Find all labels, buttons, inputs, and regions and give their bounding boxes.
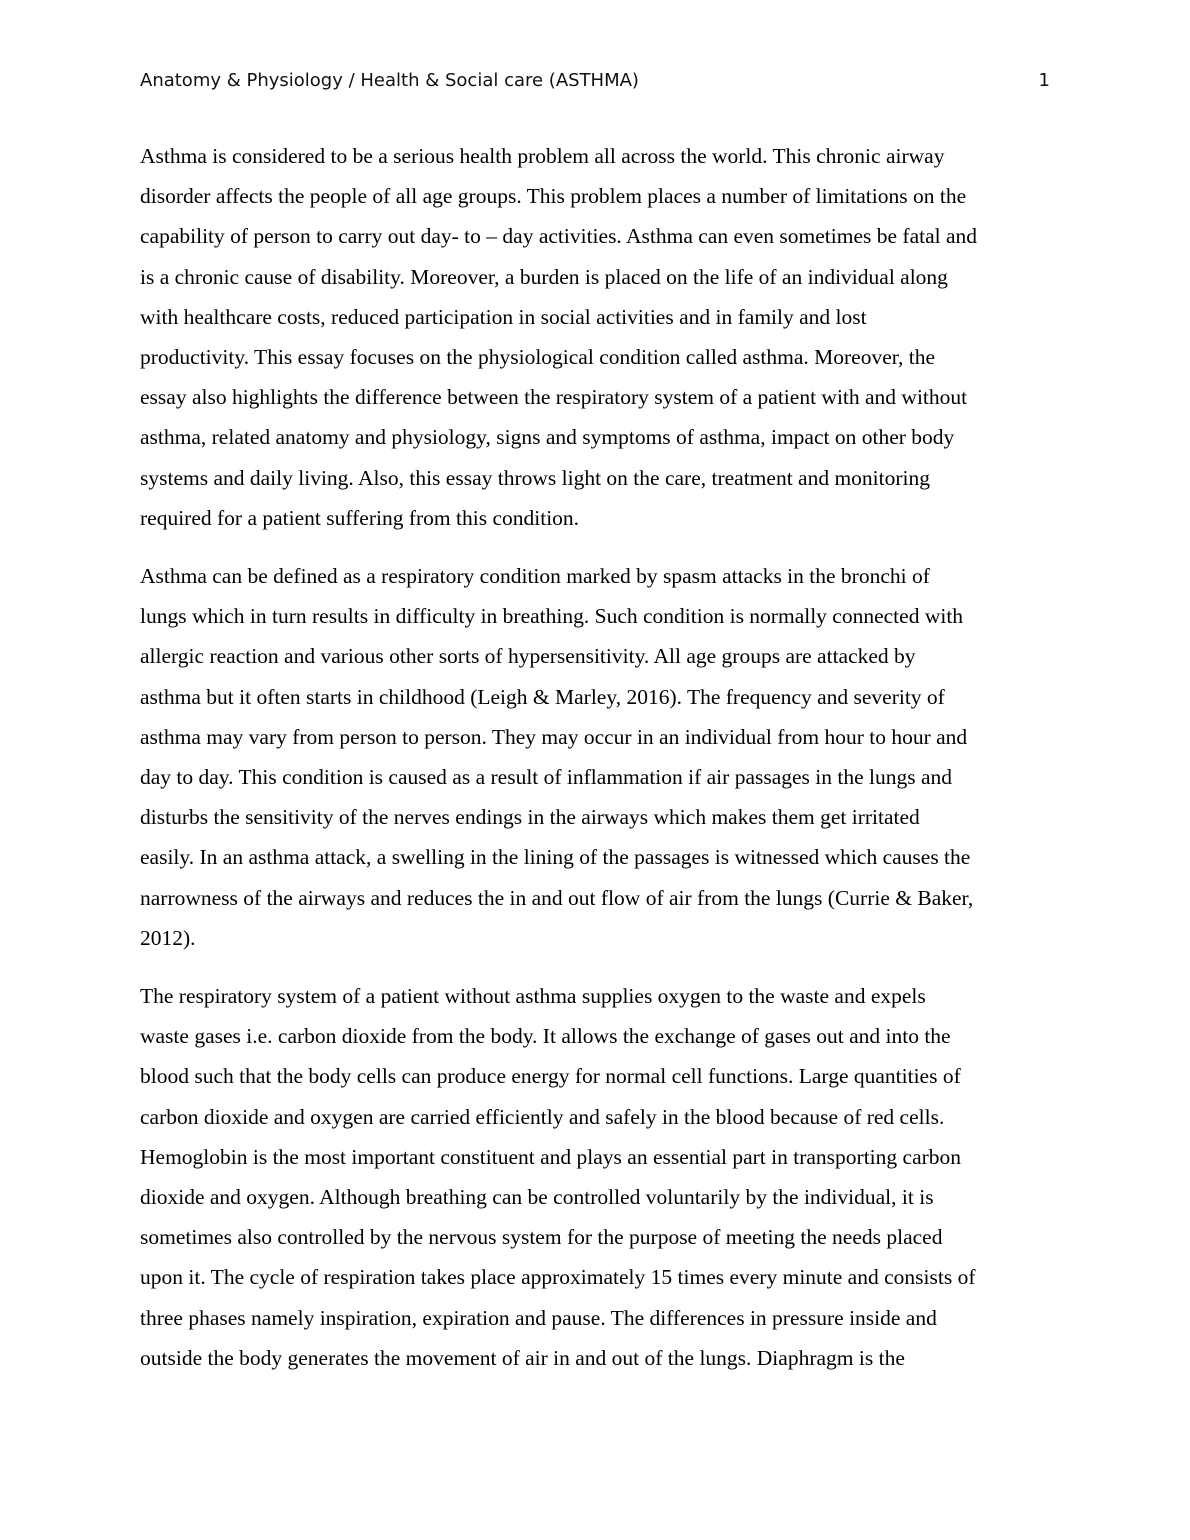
text-line: asthma but it often starts in childhood (Leigh & Marley, 2016). The frequency and severity of bbox=[140, 684, 945, 709]
text-line: blood such that the body cells can produce energy for normal cell functions. Large quantities of bbox=[140, 1064, 961, 1089]
running-head-title: Anatomy & Physiology / Health & Social care (ASTHMA) bbox=[140, 70, 639, 91]
paragraph-3 bbox=[140, 976, 1052, 1378]
text-line: easily. In an asthma attack, a swelling in the lining of the passages is witnessed which causes the bbox=[140, 845, 971, 870]
text-line: carbon dioxide and oxygen are carried efficiently and safely in the blood because of red cells. bbox=[140, 1104, 945, 1129]
text-line: allergic reaction and various other sorts of hypersensitivity. All age groups are attacked by bbox=[140, 644, 916, 669]
text-line: capability of person to carry out day- to – day activities. Asthma can even sometimes be fatal and bbox=[140, 224, 978, 249]
text-line: disorder affects the people of all age groups. This problem places a number of limitations on the bbox=[140, 184, 967, 209]
text-line: asthma may vary from person to person. They may occur in an individual from hour to hour and bbox=[140, 724, 968, 749]
text-line: three phases namely inspiration, expiration and pause. The differences in pressure inside and bbox=[140, 1305, 937, 1330]
text-line: narrowness of the airways and reduces the in and out flow of air from the lungs (Currie & Baker, bbox=[140, 885, 974, 910]
text-line: waste gases i.e. carbon dioxide from the body. It allows the exchange of gases out and into the bbox=[140, 1024, 951, 1049]
paragraph-1 bbox=[140, 136, 1052, 538]
document-body bbox=[140, 136, 1052, 1396]
text-line: with healthcare costs, reduced participation in social activities and in family and lost bbox=[140, 304, 867, 329]
text-line: Asthma can be defined as a respiratory condition marked by spasm attacks in the bronchi of bbox=[140, 564, 930, 589]
text-line: upon it. The cycle of respiration takes place approximately 15 times every minute and consists of bbox=[140, 1265, 976, 1290]
text-line: essay also highlights the difference between the respiratory system of a patient with and without bbox=[140, 385, 968, 410]
paragraph-2 bbox=[140, 556, 1052, 958]
text-line: Hemoglobin is the most important constituent and plays an essential part in transporting carbon bbox=[140, 1144, 962, 1169]
text-line: systems and daily living. Also, this essay throws light on the care, treatment and monitoring bbox=[140, 465, 931, 490]
text-line: outside the body generates the movement of air in and out of the lungs. Diaphragm is the bbox=[140, 1345, 905, 1370]
text-line: disturbs the sensitivity of the nerves endings in the airways which makes them get irritated bbox=[140, 805, 920, 830]
text-line: required for a patient suffering from this condition. bbox=[140, 505, 580, 530]
page-header bbox=[140, 70, 1050, 98]
text-line: dioxide and oxygen. Although breathing can be controlled voluntarily by the individual, it is bbox=[140, 1185, 934, 1210]
text-line: lungs which in turn results in difficulty in breathing. Such condition is normally connected with bbox=[140, 604, 964, 629]
text-line: productivity. This essay focuses on the physiological condition called asthma. Moreover, the bbox=[140, 345, 936, 370]
text-line: 2012). bbox=[140, 925, 196, 950]
text-line: Asthma is considered to be a serious health problem all across the world. This chronic airway bbox=[140, 144, 945, 168]
text-line: sometimes also controlled by the nervous system for the purpose of meeting the needs placed bbox=[140, 1225, 943, 1250]
text-line: day to day. This condition is caused as a result of inflammation if air passages in the lungs and bbox=[140, 765, 953, 790]
text-line: The respiratory system of a patient without asthma supplies oxygen to the waste and expels bbox=[140, 984, 926, 1009]
text-line: asthma, related anatomy and physiology, signs and symptoms of asthma, impact on other body bbox=[140, 425, 955, 450]
page-number: 1 bbox=[1038, 70, 1050, 91]
text-line: is a chronic cause of disability. Moreover, a burden is placed on the life of an individual along bbox=[140, 264, 948, 289]
